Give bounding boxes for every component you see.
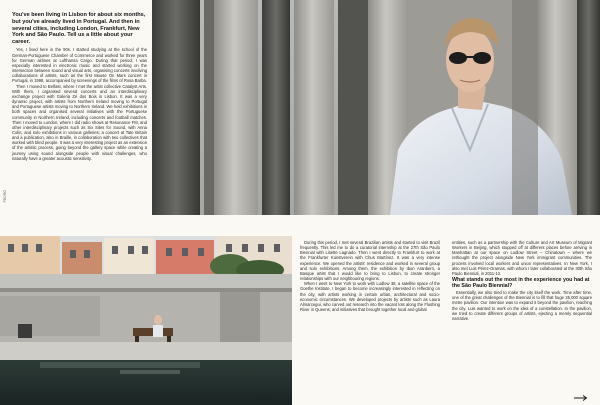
continue-arrow-icon: [574, 395, 588, 401]
middle-paragraph-2: When I went to New York to work with Ludlow 38, a satellite space of the Goethe Institute, I began to become increasingly interested in reflecting on the city, with artists working in certain urban, architectural and socio-economic circumstances. We developed projects by artists such as Laura Almarcegui, who carved out research into the vacant lots along the Flushing River in Queens; and initiatives that brought together local and global: [300, 281, 440, 313]
portrait-illustration: [152, 0, 600, 215]
left-vertical-credit: PEDRO: [3, 190, 7, 203]
intro-column: [12, 12, 147, 161]
right-paragraph-1: entities, such as a partnership with the Culture and Art Museum of Migrant Workers in Beijing, which stopped off at different places before arriving in Manhattan at our space on Ludlow Street – Chinatown – where we rethought the project alongside New York immigrant communities. The process involved local workers and union representatives. In New York, I also met Luis Pérez-Oramas, with whom I later collaborated at the 30th São Paulo Biennial, in 2011-12.: [452, 240, 592, 276]
intro-question: You've been living in Lisbon for about six months, but you've already lived in Portugal. And then in several cities, including London, Frankfurt, New York and São Paulo. Tell us a little about your career.: [12, 12, 146, 46]
intro-paragraph-1: Yes, I lived here in the 90s. I started studying at the school of the German-Portuguese Chamber of Commerce and worked for three years for German airlines at Lufthansa Cargo. During that period, I was especially interested in electronic music and started working on the intersection between sound and visual arts, organising concerts involving collaborations of artists, such as the first Mouse On Mars concert in Portugal, in 1998, accompanied by screenings of the films of Rosa Barba.: [12, 47, 147, 84]
right-paragraph-2: Essentially, we also tried to make the city itself the work. Time after time, one of the great challenges of the Biennial is to fill that huge 25,000 square metre pavilion. Our intention was to expand it beyond the pavilion, reaching the city. Luis wanted to work on the idea of a constellation. In the pavilion, we tried to create different groups of artists, ejecting a merely sequential narrative.: [452, 290, 592, 321]
pool-photo: [0, 236, 292, 405]
middle-column: [300, 240, 440, 312]
intro-paragraph-2: Then I moved to Belfast, where I met the artist collective Catalyst Arts. With them, I organised several concerts and an interdisciplinary exchange project with Galeria Zé dos Bois in Lisbon. It was a very dynamic project, with artists from Northern Ireland moving to Portugal and Portuguese artists moving to Northern Ireland. We held exhibitions in both spaces and organised several initiatives with the Portuguese community in Northern Ireland, including concerts and football matches. Then I moved to London, where I did radio shows at Resonance FM, and other interdisciplinary projects such as Six Sites for Sound, with Anna Colin, and solo exhibitions in various galleries; a concert at Tate Britain and a publication, also in Braille, in collaboration with two collectives that worked with blind people. It was a very interesting project as an extension of the artistic process, going beyond the gallery space while creating a journey using sound alongside people with visual challenges, who naturally have a greater acoustic sensitivity.: [12, 83, 147, 161]
photo-credit: PHOTO ÉTÉ: [258, 397, 277, 401]
right-column: [452, 240, 592, 321]
middle-paragraph-1: During this period, I met several Brazilian artists and started to visit Brazil frequently. This led me to do a curatorial internship at the 27th São Paulo Biennial with Lisette Lagnado. Then I went directly to Frankfurt to work at the Frankfurter Kunstverein with Chus Martínez. It was a very intense experience. We opened the artists' residence and worked in several group and solo exhibitions. Among them, the exhibition by Ibon Aranberri, a Basque artist that I would like to bring to Lisbon, to create stronger relationships with our neighbouring regions.: [300, 240, 440, 282]
portrait-photo: [152, 0, 600, 215]
pool-illustration: [0, 236, 292, 405]
biennial-question: What stands out the most in the experience you had at the São Paulo Biennial?: [452, 277, 590, 290]
